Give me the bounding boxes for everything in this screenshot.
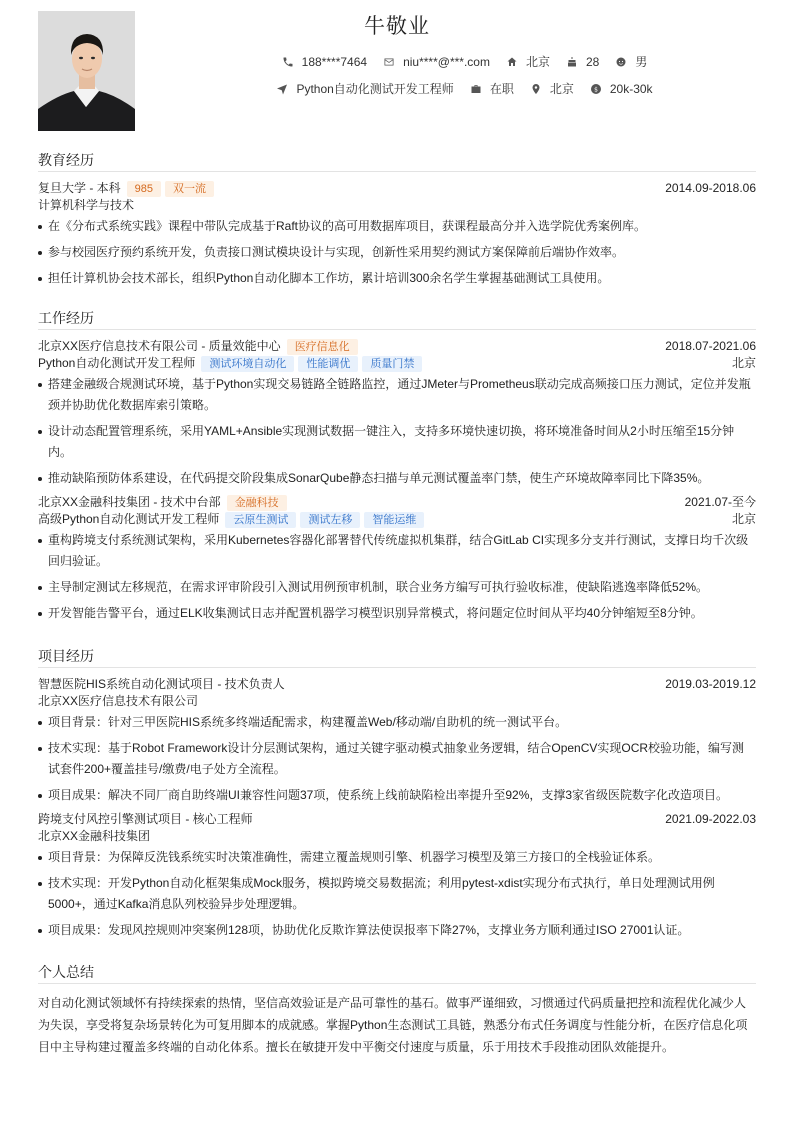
briefcase-icon <box>470 83 482 95</box>
project-date: 2019.03-2019.12 <box>665 677 756 691</box>
job-location: 北京 <box>731 356 756 370</box>
job-location: 北京 <box>731 512 756 526</box>
section-title: 项目经历 <box>38 648 94 664</box>
projects-section <box>38 644 756 946</box>
list-item: 设计动态配置管理系统，采用YAML+Ansible实现测试数据一键注入，支持多环境快速切换，将环境准备时间从2小时压缩至15分钟内。 <box>38 421 756 463</box>
location-icon <box>530 83 542 95</box>
education-section <box>38 148 756 294</box>
city-text: 北京 <box>525 55 550 69</box>
position-item <box>276 80 453 97</box>
list-item: 推动缺陷预防体系建设，在代码提交阶段集成SonarQube静态扫描与单元测试覆盖率门禁，使生产环境故障率同比下降35%。 <box>38 468 756 489</box>
list-item: 开发智能告警平台，通过ELK收集测试日志并配置机器学习模型识别异常模式，将问题定位时间从平均40分钟缩短至8分钟。 <box>38 603 756 624</box>
tag-badge: 医疗信息化 <box>287 339 358 355</box>
send-icon <box>276 83 288 95</box>
project-row <box>38 676 756 693</box>
phone-item <box>282 55 367 69</box>
project-org: 北京XX金融科技集团 <box>38 829 151 843</box>
svg-text:$: $ <box>593 85 598 93</box>
summary-section <box>38 960 756 1058</box>
tag-badge: 测试左移 <box>300 512 360 528</box>
list-item: 项目成果：解决不同厂商自助终端UI兼容性问题37项，使系统上线前缺陷检出率提升至92%，支撑3家省级医院数字化改造项目。 <box>38 785 756 806</box>
salary-item <box>590 82 653 96</box>
position-text: Python自动化测试开发工程师 <box>296 82 454 96</box>
phone-text: 188****7464 <box>301 54 368 69</box>
education-date: 2014.09-2018.06 <box>665 181 756 195</box>
section-title: 工作经历 <box>38 310 94 326</box>
gender-item <box>615 53 647 70</box>
project-bullets <box>38 847 756 941</box>
age-item <box>566 55 599 69</box>
mail-icon <box>383 56 395 68</box>
role-title: 高级Python自动化测试开发工程师 <box>38 512 220 526</box>
role-title: Python自动化测试开发工程师 <box>38 356 196 370</box>
salary-text: 20k-30k <box>609 81 653 96</box>
major-row <box>38 197 756 214</box>
major-text: 计算机科学与技术 <box>38 198 135 212</box>
phone-icon <box>282 56 294 68</box>
job-company-row <box>38 494 756 511</box>
project-row <box>38 811 756 828</box>
summary-text: 对自动化测试领域怀有持续探索的热情，坚信高效验证是产品可靠性的基石。做事严谨细致，习惯通过代码质量把控和流程优化减少人为失误，享受将复杂场景转化为可复用脚本的成就感。掌握Python生态测试工具链，熟悉分布式任务调度与性能分析，在医疗信息化项目中主导构建过覆盖多终端的自动化体系。擅长在敏捷开发中平衡交付速度与质量，乐于用技术手段推动团队效能提升。 <box>38 996 748 1054</box>
tag-badge: 金融科技 <box>227 495 287 511</box>
cake-icon <box>566 56 578 68</box>
list-item: 在《分布式系统实践》课程中带队完成基于Raft协议的高可用数据库项目，获课程最高分并入选学院优秀案例库。 <box>38 216 756 237</box>
summary-header <box>38 960 756 984</box>
section-title: 个人总结 <box>38 964 94 980</box>
list-item: 项目成果：发现风控规则冲突案例128项，协助优化反欺诈算法使误报率下降27%，支撑业务方顺利通过ISO 27001认证。 <box>38 920 756 941</box>
project-name: 智慧医院HIS系统自动化测试项目 - 技术负责人 <box>38 677 285 691</box>
email-item <box>383 55 490 69</box>
list-item: 项目背景：针对三甲医院HIS系统多终端适配需求，构建覆盖Web/移动端/自助机的统一测试平台。 <box>38 712 756 733</box>
job-intent-row <box>135 80 794 97</box>
school-name: 复旦大学 - 本科 <box>38 181 121 195</box>
list-item: 搭建金融级合规测试环境，基于Python实现交易链路全链路监控，通过JMeter与Prometheus联动完成高频接口压力测试，定位并发瓶颈并协助优化数据库索引策略。 <box>38 374 756 416</box>
job-date: 2018.07-2021.06 <box>665 339 756 353</box>
education-row <box>38 180 756 197</box>
home-icon <box>506 56 518 68</box>
job-date: 2021.07-至今 <box>684 495 756 509</box>
list-item: 重构跨境支付系统测试架构，采用Kubernetes容器化部署替代传统虚拟机集群，结合GitLab CI实现多分支并行测试，支撑日均千次级回归验证。 <box>38 530 756 572</box>
city-item <box>506 53 550 70</box>
list-item: 技术实现：基于Robot Framework设计分层测试架构，通过关键字驱动模式抽象业务逻辑，结合OpenCV实现OCR校验功能，编写测试套件200+覆盖挂号/缴费/电子处方全流程。 <box>38 738 756 780</box>
job-company-row <box>38 338 756 355</box>
status-item <box>470 80 514 97</box>
target-city-item <box>530 80 574 97</box>
tag-badge: 性能调优 <box>298 356 358 372</box>
list-item: 项目背景：为保障反洗钱系统实时决策准确性，需建立覆盖规则引擎、机器学习模型及第三方接口的全栈验证体系。 <box>38 847 756 868</box>
age-text: 28 <box>585 54 600 69</box>
list-item: 担任计算机协会技术部长，组织Python自动化脚本工作坊，累计培训300余名学生掌握基础测试工具使用。 <box>38 268 756 289</box>
salary-icon <box>590 83 602 95</box>
project-org-row <box>38 828 756 845</box>
company-name: 北京XX金融科技集团 - 技术中台部 <box>38 495 221 509</box>
project-org-row <box>38 693 756 710</box>
tag-badge: 985 <box>127 181 161 197</box>
list-item: 技术实现：开发Python自动化框架集成Mock服务，模拟跨境交易数据流；利用pytest-xdist实现分布式执行，单日处理测试用例5000+，通过Kafka消息队列校验异步处理逻辑。 <box>38 873 756 915</box>
job-bullets <box>38 374 756 489</box>
tag-badge: 云原生测试 <box>225 512 296 528</box>
tag-badge: 双一流 <box>165 181 214 197</box>
list-item: 主导制定测试左移规范，在需求评审阶段引入测试用例预审机制，联合业务方编写可执行验收标准，使缺陷逃逸率降低52%。 <box>38 577 756 598</box>
section-title: 教育经历 <box>38 152 94 168</box>
tag-badge: 质量门禁 <box>362 356 422 372</box>
project-date: 2021.09-2022.03 <box>665 812 756 826</box>
projects-header <box>38 644 756 668</box>
project-org: 北京XX医疗信息技术有限公司 <box>38 694 199 708</box>
education-header <box>38 148 756 172</box>
status-text: 在职 <box>489 82 514 96</box>
gender-text: 男 <box>635 55 648 69</box>
email-text: niu****@***.com <box>403 54 490 69</box>
tag-badge: 智能运维 <box>364 512 424 528</box>
candidate-name: 牛敬业 <box>364 15 430 38</box>
job-role-row <box>38 355 756 372</box>
job-role-row <box>38 511 756 528</box>
work-header <box>38 306 756 330</box>
education-bullets <box>38 216 756 289</box>
contact-info-row <box>135 53 794 70</box>
project-name: 跨境支付风控引擎测试项目 - 核心工程师 <box>38 812 253 826</box>
tag-badge: 测试环境自动化 <box>201 356 294 372</box>
company-name: 北京XX医疗信息技术有限公司 - 质量效能中心 <box>38 339 281 353</box>
gender-icon <box>615 56 627 68</box>
job-bullets <box>38 530 756 624</box>
work-section <box>38 306 756 629</box>
project-bullets <box>38 712 756 806</box>
list-item: 参与校园医疗预约系统开发，负责接口测试模块设计与实现，创新性采用契约测试方案保障前后端协作效率。 <box>38 242 756 263</box>
target-city-text: 北京 <box>549 82 574 96</box>
